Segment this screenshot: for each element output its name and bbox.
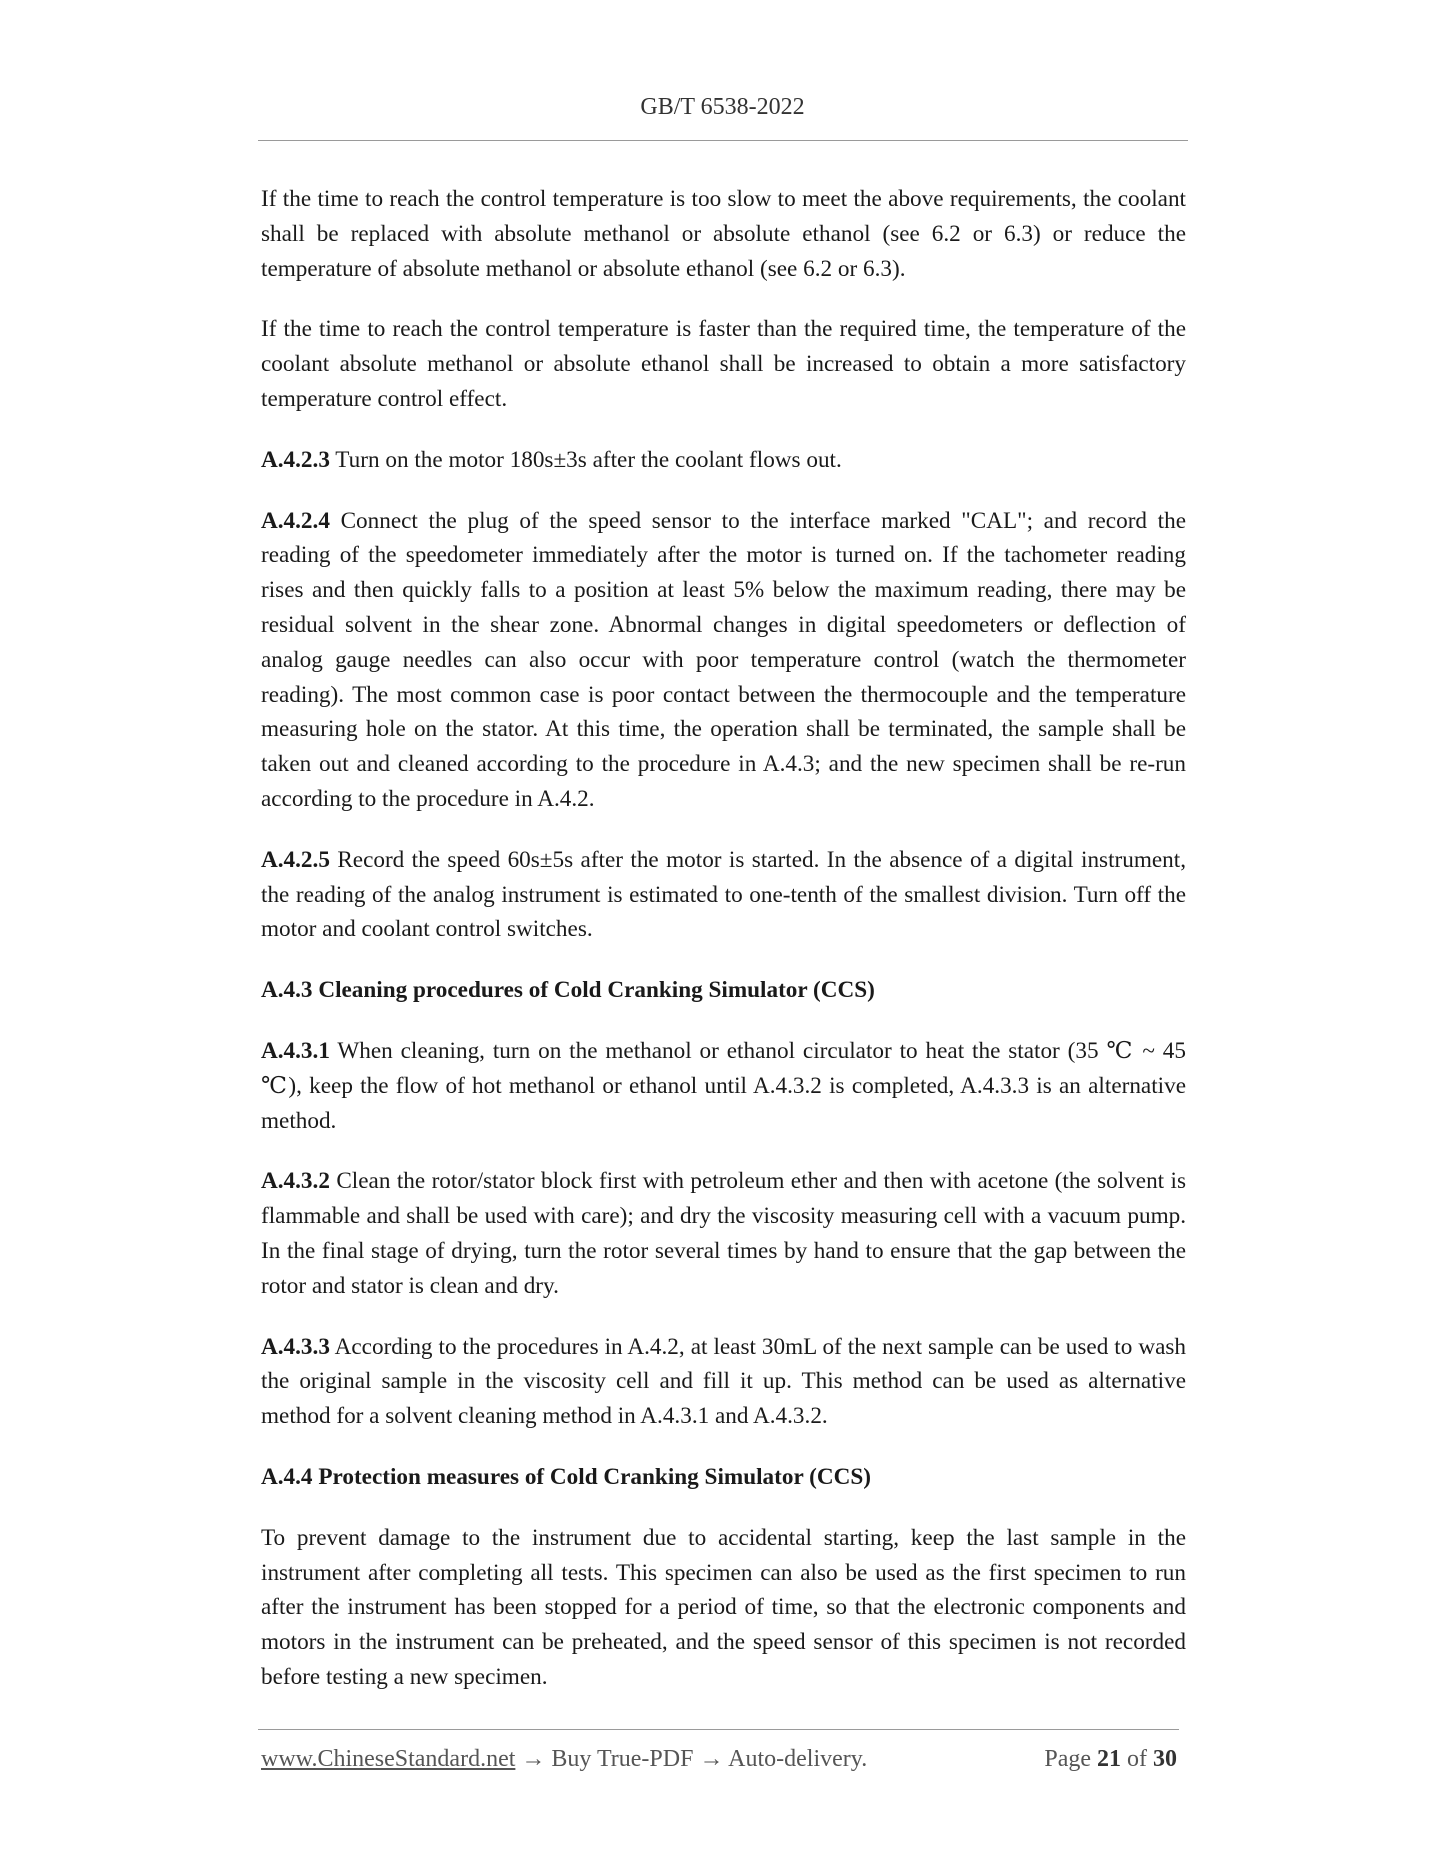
clause-number: A.4.2.4	[261, 507, 330, 534]
page-label: Page	[1044, 1746, 1091, 1772]
footer-divider	[258, 1729, 1179, 1730]
clause-number: A.4.3.1	[261, 1037, 330, 1064]
arrow-right-icon: →	[521, 1746, 546, 1772]
website-link[interactable]: www.ChineseStandard.net	[261, 1746, 516, 1772]
arrow-right-icon: →	[699, 1746, 724, 1772]
page-number: 21	[1097, 1746, 1121, 1772]
footer-promo	[261, 1746, 867, 1773]
buy-text: Buy True-PDF	[551, 1746, 694, 1772]
clause-a433: A.4.3.3 According to the procedures in A.4.2, at least 30mL of the next sample can be used to wash the original sample in the viscosity cell and fill it up. This method can be used as alternative method for a solvent cleaning method in A.4.3.1 and A.4.3.2.	[261, 1333, 1186, 1430]
header-divider	[258, 140, 1188, 141]
section-heading-a43: A.4.3 Cleaning procedures of Cold Cranking Simulator (CCS)	[261, 977, 875, 1004]
document-body	[261, 182, 1186, 1721]
clause-a431: A.4.3.1 When cleaning, turn on the methanol or ethanol circulator to heat the stator (35 ℃ ~ 45 ℃), keep the flow of hot methanol or ethanol until A.4.3.2 is completed, A.4.3.3 is an alternative method.	[261, 1037, 1186, 1134]
clause-a423: A.4.2.3 Turn on the motor 180s±3s after the coolant flows out.	[261, 446, 842, 473]
clause-number: A.4.2.5	[261, 846, 330, 873]
of-label: of	[1127, 1746, 1147, 1772]
delivery-text: Auto-delivery.	[728, 1746, 868, 1772]
page-footer	[261, 1746, 1179, 1776]
page-total: 30	[1153, 1746, 1177, 1772]
paragraph: If the time to reach the control temperature is too slow to meet the above requirements, the coolant shall be replaced with absolute methanol or absolute ethanol (see 6.2 or 6.3) or reduce the temperature of absolute methanol or absolute ethanol (see 6.2 or 6.3).	[261, 186, 1186, 282]
clause-number: A.4.2.3	[261, 446, 330, 473]
page-header-title: GB/T 6538-2022	[640, 94, 805, 120]
paragraph: To prevent damage to the instrument due to accidental starting, keep the last sample in the instrument after completing all tests. This specimen can also be used as the first specimen to run after the instrument has been stopped for a period of time, so that the electronic components and motors in the instrument can be preheated, and the speed sensor of this specimen is not recorded before testing a new specimen.	[261, 1524, 1186, 1690]
clause-number: A.4.3.3	[261, 1333, 330, 1360]
section-heading-a44: A.4.4 Protection measures of Cold Cranking Simulator (CCS)	[261, 1463, 871, 1490]
clause-a425: A.4.2.5 Record the speed 60s±5s after the motor is started. In the absence of a digital instrument, the reading of the analog instrument is estimated to one-tenth of the smallest division. Turn off the motor and coolant control switches.	[261, 846, 1186, 943]
page-indicator	[1044, 1746, 1177, 1773]
clause-number: A.4.3.2	[261, 1168, 330, 1195]
clause-a432: A.4.3.2 Clean the rotor/stator block first with petroleum ether and then with acetone (the solvent is flammable and shall be used with care); and dry the viscosity measuring cell with a vacuum pump. In the final stage of drying, turn the rotor several times by hand to ensure that the gap between the rotor and stator is clean and dry.	[261, 1168, 1186, 1299]
clause-a424: A.4.2.4 Connect the plug of the speed sensor to the interface marked "CAL"; and record the reading of the speedometer immediately after the motor is turned on. If the tachometer reading rises and then quickly falls to a position at least 5% below the maximum reading, there may be residual solvent in the shear zone. Abnormal changes in digital speedometers or deflection of analog gauge needles can also occur with poor temperature control (watch the thermometer reading). The most common case is poor contact between the thermocouple and the temperature measuring hole on the stator. At this time, the operation shall be terminated, the sample shall be taken out and cleaned according to the procedure in A.4.3; and the new specimen shall be re-run according to the procedure in A.4.2.	[261, 507, 1186, 812]
paragraph: If the time to reach the control temperature is faster than the required time, the temperature of the coolant absolute methanol or absolute ethanol shall be increased to obtain a more satisfactory temperature control effect.	[261, 316, 1186, 412]
